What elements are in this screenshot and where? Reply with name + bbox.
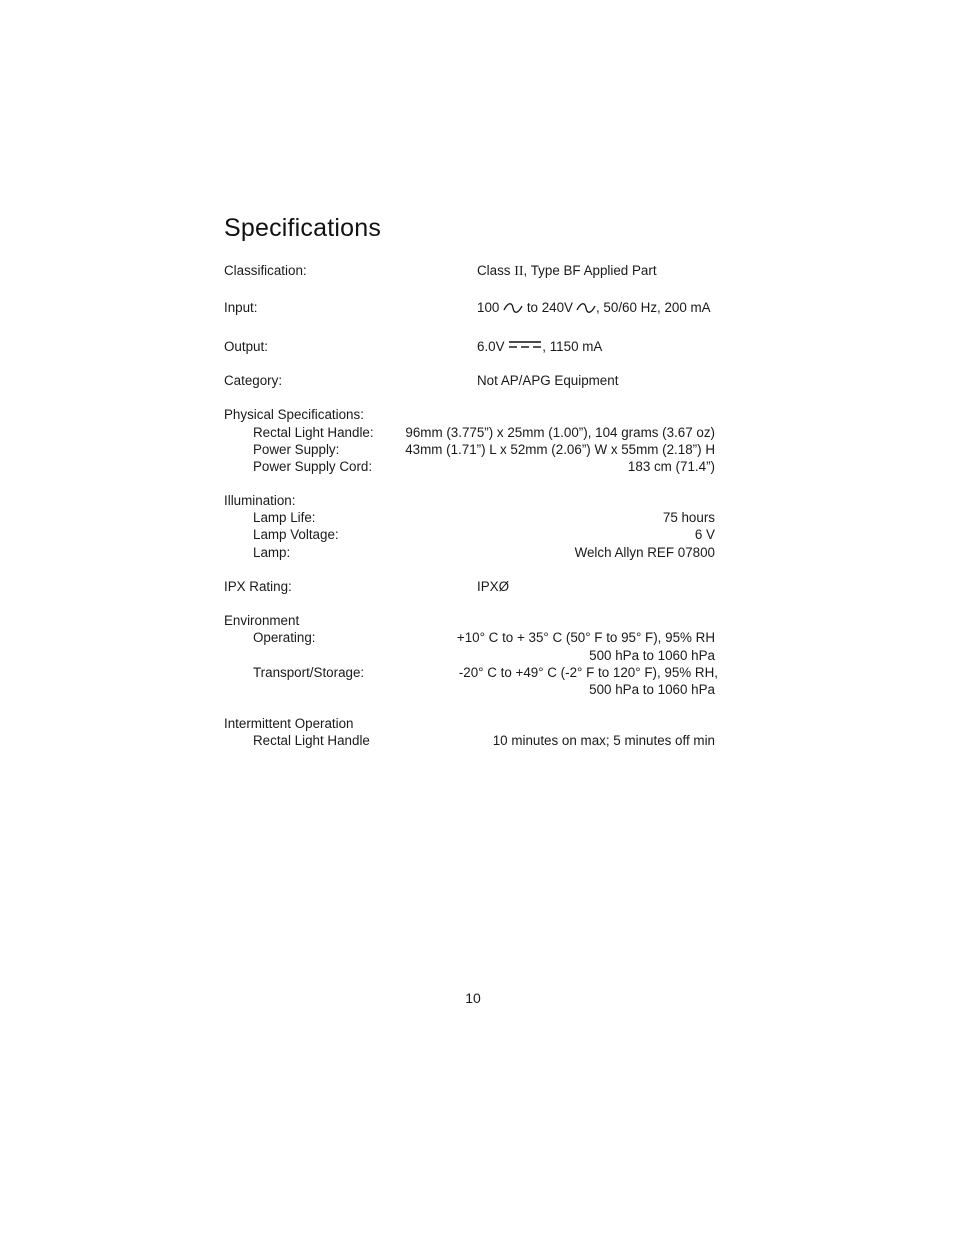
storage-pressure: 500 hPa to 1060 hPa [589, 682, 715, 697]
input-voltage-max: to 240V [526, 300, 573, 315]
physical-item-label: Power Supply: [253, 442, 340, 457]
category-label: Category: [224, 373, 283, 388]
illumination-item-value: 75 hours [662, 510, 715, 525]
input-value [477, 299, 711, 316]
ac-symbol-icon [503, 302, 523, 314]
physical-item-label: Power Supply Cord: [253, 459, 373, 474]
classification-label: Classification: [224, 263, 307, 278]
input-frequency-current: , 50/60 Hz, 200 mA [595, 300, 711, 315]
output-label: Output: [224, 339, 268, 354]
output-value [477, 338, 602, 355]
dc-symbol-icon [508, 339, 542, 351]
ipx-value: IPXØ [477, 579, 509, 594]
classification-suffix: , Type BF Applied Part [523, 263, 657, 278]
illumination-item-label: Lamp Life: [253, 510, 316, 525]
ac-symbol-icon [576, 302, 596, 314]
classification-value [477, 262, 657, 280]
storage-label: Transport/Storage: [253, 665, 365, 680]
ipx-label: IPX Rating: [224, 579, 292, 594]
page-title: Specifications [224, 214, 382, 242]
illumination-item-value: 6 V [694, 527, 715, 542]
storage-conditions: -20° C to +49° C (-2° F to 120° F), 95% RH, [458, 665, 718, 680]
physical-item-value: 43mm (1.71”) L x 52mm (2.06”) W x 55mm (2.18”) H [405, 442, 715, 457]
environment-heading: Environment [224, 613, 300, 628]
operating-label: Operating: [253, 630, 316, 645]
physical-item-value: 96mm (3.775”) x 25mm (1.00”), 104 grams (3.67 oz) [405, 425, 715, 440]
intermittent-value: 10 minutes on max; 5 minutes off min [492, 733, 715, 748]
illumination-heading: Illumination: [224, 493, 296, 508]
classification-prefix: Class [477, 263, 515, 278]
category-value: Not AP/APG Equipment [477, 373, 619, 388]
page-number: 10 [465, 990, 481, 1006]
operating-conditions: +10° C to + 35° C (50° F to 95° F), 95% RH [456, 630, 715, 645]
physical-heading: Physical Specifications: [224, 407, 364, 422]
output-current: , 1150 mA [542, 339, 603, 354]
output-voltage: 6.0V [477, 339, 505, 354]
intermittent-heading: Intermittent Operation [224, 716, 354, 731]
classification-class-roman: II [514, 264, 524, 279]
input-label: Input: [224, 300, 258, 315]
illumination-item-label: Lamp Voltage: [253, 527, 339, 542]
physical-item-value: 183 cm (71.4”) [627, 459, 715, 474]
input-voltage-min: 100 [477, 300, 500, 315]
operating-pressure: 500 hPa to 1060 hPa [589, 648, 715, 663]
illumination-item-value: Welch Allyn REF 07800 [574, 545, 715, 560]
illumination-item-label: Lamp: [253, 545, 291, 560]
physical-item-label: Rectal Light Handle: [253, 425, 374, 440]
intermittent-label: Rectal Light Handle [253, 733, 370, 748]
